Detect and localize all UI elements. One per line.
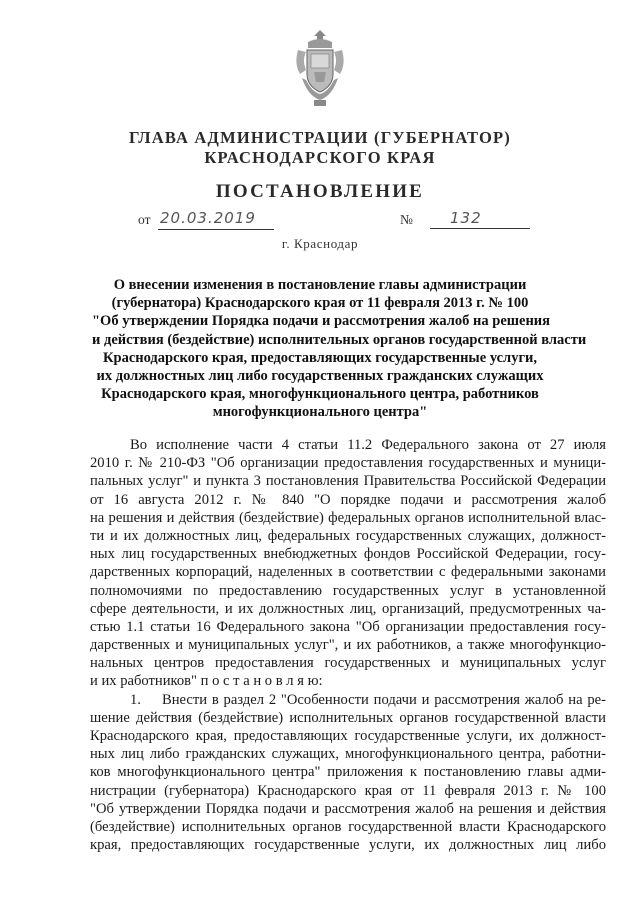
item-line: Краснодарского края, предоставляющих государственные услуги, их должност-	[90, 728, 606, 744]
title-line: Краснодарского края, предоставляющих государственные услуги,	[102, 349, 538, 366]
item-text: Внести в раздел 2 "Особенности подачи и рассмотрения жалоб на ре-	[162, 691, 606, 708]
body-line: Во исполнение части 4 статьи 11.2 Федерального закона от 27 июля	[130, 437, 606, 453]
item-line: нистрации (губернатора) Краснодарского края от 11 февраля 2013 г. № 100	[90, 782, 606, 799]
coat-of-arms-emblem	[294, 30, 346, 108]
item-line: "Об утверждении Порядка подачи и рассмотрения жалоб на решения и действия	[90, 800, 606, 817]
document-title	[92, 276, 587, 422]
title-line: Краснодарского края, многофункционального центра, работников	[101, 386, 539, 403]
body-line: от 16 августа 2012 г. № 840 "О порядке подачи и рассмотрения жалоб	[90, 491, 606, 508]
item-line: ков многофункционального центра" приложения к постановлению главы адми-	[90, 764, 606, 781]
title-line: "Об утверждении Порядка подачи и рассмотрения жалоб на решения	[92, 313, 551, 330]
body-line: 2010 г. № 210-ФЗ "Об организации предоставления государственных и муници-	[90, 455, 606, 472]
body-line: и их работников" п о с т а н о в л я ю:	[90, 673, 323, 690]
issuer-title-line2: КРАСНОДАРСКОГО КРАЯ	[204, 148, 436, 167]
body-line: пальных услуг" и пункта 3 постановления Правительства Российской Федерации	[90, 473, 606, 490]
title-line: и действия (бездействие) исполнительных органов государственной власти	[92, 331, 587, 348]
number-value: 132	[430, 209, 530, 229]
body-line: нальных центров предоставления государственных и муниципальных услуг	[90, 655, 606, 672]
city-label: г. Краснодар	[281, 236, 359, 251]
document-type: ПОСТАНОВЛЕНИЕ	[215, 181, 425, 202]
title-line: О внесении изменения в постановление главы администрации	[113, 277, 527, 293]
body-line: полномочиями по предоставлению государственных услуг в установленной	[90, 582, 606, 599]
body-line: ных лиц государственных внебюджетных фондов Российской Федерации, госу-	[90, 546, 606, 563]
item-line: ных лиц либо гражданских служащих, многофункционального центра, работни-	[90, 746, 606, 763]
number-label: №	[400, 212, 413, 227]
item-number: 1.	[130, 691, 141, 708]
item-line: края, предоставляющих государственные услуги, их должностных лиц либо	[90, 837, 606, 854]
title-line: многофункционального центра"	[212, 404, 428, 421]
body-line: дарственных корпораций, наделенных в соответствии с федеральными законами	[90, 564, 606, 581]
body-line: стью 1.1 статьи 16 Федерального закона "Об организации предоставления госу-	[90, 618, 606, 635]
body-line: сфере деятельности, и их должностных лиц, организаций, предусмотренных ча-	[90, 600, 606, 617]
item-1-first-line	[90, 691, 606, 709]
body-line: на решения и действия (бездействие) федеральных органов исполнительной влас-	[90, 509, 606, 526]
body-line: дарственных и муниципальных услуг", и их работников, а также многофункцио-	[90, 637, 606, 654]
title-line: (губернатора) Краснодарского края от 11 февраля 2013 г. № 100	[111, 295, 529, 312]
title-line: их должностных лиц либо государственных гражданских служащих	[96, 368, 544, 385]
date-label: от	[138, 212, 151, 227]
body-line: ти и их должностных лиц, федеральных государственных служащих, должност-	[90, 527, 606, 544]
date-value: 20.03.2019	[158, 209, 274, 230]
document-body	[90, 436, 606, 854]
item-line: шение действия (бездействие) исполнительных органов государственной власти	[90, 709, 606, 726]
item-line: (бездействие) исполнительных органов государственной власти Краснодарского	[90, 818, 606, 835]
issuer-title-line1: ГЛАВА АДМИНИСТРАЦИИ (ГУБЕРНАТОР)	[129, 128, 511, 147]
